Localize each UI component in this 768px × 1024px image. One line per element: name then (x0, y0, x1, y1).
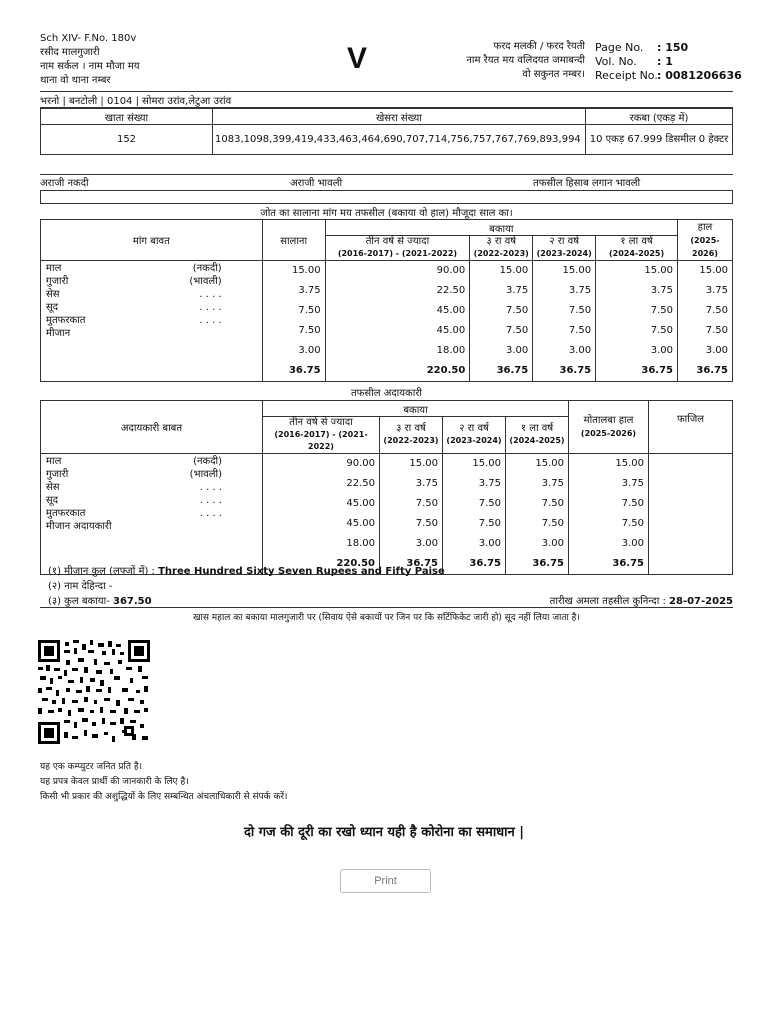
header-left (40, 32, 140, 88)
sub-header: २ रा वर्ष (2023-2024) (443, 417, 506, 454)
demand-title: जोत का सालाना मांग मय तफसील (बकाया वो हाल) मौजूदा साल का। (260, 208, 513, 219)
vol-value: : 1 (657, 55, 673, 68)
demand-item-header: मांग बावत (41, 220, 263, 261)
sub-header: ३ रा वर्ष (2022-2023) (380, 417, 443, 454)
total-value: 367.50 (113, 596, 152, 607)
land-table (40, 108, 733, 155)
khata-value: 152 (41, 125, 213, 155)
current-year: (2025-2026) (690, 235, 720, 258)
version-mark: V (347, 42, 368, 75)
payment-col-3plus: 90.00 22.50 45.00 45.00 18.00 220.50 (263, 454, 380, 575)
notice: खास महाल का बकाया मालगुजारी पर (सिवाय ऐसे बकायों पर जिन पर कि सर्टिफिकेट जारी हो) सूद नहीं लिया जाता है। (193, 613, 580, 623)
khesra-header: खेसरा संख्या (213, 109, 586, 125)
demand-col-annual: 15.00 3.75 7.50 7.50 3.00 36.75 (262, 261, 325, 382)
date-value: 28-07-2025 (669, 596, 733, 607)
sub-header: १ ला वर्ष (2024-2025) (506, 417, 569, 454)
sub-header: १ ला वर्ष (2024-2025) (596, 236, 678, 261)
words-label: (१) मीजान कुल (लफ्जों में) : (48, 566, 155, 577)
page-label: Page No. (595, 41, 644, 54)
circle-label: नाम सर्कल । नाम मौजा मय (40, 61, 140, 72)
araji-nakdi: अराजी नकदी (40, 178, 89, 189)
sub-header: २ रा वर्ष (2023-2024) (533, 236, 596, 261)
raiyat-label: नाम रैयत मय वलिदयत जमाबन्दी (466, 55, 585, 66)
form-number: Sch XIV- F.No. 180v (40, 33, 137, 44)
demand-annual-header: सालाना (262, 220, 325, 261)
payment-arrears-header: बकाया (263, 401, 569, 417)
demand-col-1st: 15.00 3.75 7.50 7.50 3.00 36.75 (596, 261, 678, 382)
vol-label: Vol. No. (595, 55, 637, 68)
receipt-label: Receipt No. (595, 69, 658, 82)
total-label: (३) कुल बकाया- (48, 596, 110, 607)
thana-label: थाना वो थाना नम्बर (40, 75, 111, 86)
demand-col-2nd: 15.00 3.75 7.50 7.50 3.00 36.75 (533, 261, 596, 382)
demand-col-3rd: 15.00 3.75 7.50 7.50 3.00 36.75 (470, 261, 533, 382)
payment-col-3rd: 15.00 3.75 7.50 7.50 3.00 36.75 (380, 454, 443, 575)
note-line: किसी भी प्रकार की अशुद्धियों के लिए सम्बन्धित अंचलाधिकारी से संपर्क करें। (40, 792, 288, 802)
sub-header: तीन वर्ष से ज्यादा (2016-2017) - (2021-2022) (263, 417, 380, 454)
khata-header: खाता संख्या (41, 109, 213, 125)
sub-header: ३ रा वर्ष (2022-2023) (470, 236, 533, 261)
demand-arrears-header: बकाया (325, 220, 677, 236)
current-year: (2025-2026) (580, 429, 637, 438)
payment-col-excess (649, 454, 733, 575)
araji-bhavli: अराजी भावली (290, 178, 343, 189)
current-label: मोतालबा हाल (583, 415, 634, 426)
demand-col-current: 15.00 3.75 7.50 7.50 3.00 36.75 (678, 261, 733, 382)
location-line: भरनो | बनटोली | 0104 | सोमरा उरांव,लेटुआ उरांव (40, 96, 232, 107)
summary-line-1 (48, 563, 445, 577)
current-label: हाल (697, 221, 713, 233)
payment-col-current: 15.00 3.75 7.50 7.50 3.00 36.75 (569, 454, 649, 575)
khesra-value: 1083,1098,399,419,433,463,464,690,707,714,756,757,767,769,893,994 (213, 125, 586, 155)
divider (40, 607, 733, 608)
qr-code-icon (38, 640, 150, 744)
demand-current-header (678, 220, 733, 261)
demand-table (40, 219, 733, 382)
qr-code (38, 640, 150, 744)
receipt-title: रसीद मालगुजारी (40, 47, 100, 58)
words-value: Three Hundred Sixty Seven Rupees and Fifty Paise (158, 566, 445, 577)
tafsil-bhavli: तफसील हिसाब लगान भावली (533, 178, 641, 189)
receipt-value: : 0081206636 (657, 69, 742, 82)
divider (40, 91, 733, 92)
footer-notes (40, 760, 287, 805)
demand-items: माल (नकदी) गुजारी (भावली) सेस . . . . सूद . . . . मुतफरकात . . . . मीजान (41, 261, 263, 382)
demand-col-3plus: 90.00 22.50 45.00 45.00 18.00 220.50 (325, 261, 470, 382)
date-line (550, 593, 733, 607)
payment-excess-header: फाजिल (649, 401, 733, 454)
summary-line-3 (48, 593, 152, 607)
note-line: यह प्रपत्र केवल प्रार्थी की जानकारी के लिए है। (40, 777, 189, 787)
rakba-header: रकबा (एकड़ में) (586, 109, 733, 125)
page-value: : 150 (657, 41, 689, 54)
payment-title: तफसील अदायकारी (350, 388, 422, 399)
payment-col-2nd: 15.00 3.75 7.50 7.50 3.00 36.75 (443, 454, 506, 575)
date-label: तारीख अमला तहसील कुनिन्दा : (549, 596, 666, 607)
sakunat-label: वो सकुनत नम्बर। (522, 69, 585, 80)
payment-table (40, 400, 733, 575)
payment-current-header (569, 401, 649, 454)
payment-item-header: अदायकारी बाबत (41, 401, 263, 454)
summary-line-2: (२) नाम देहिन्दा - (48, 581, 113, 592)
sub-header: तीन वर्ष से ज्यादा (2016-2017) - (2021-2022) (325, 236, 470, 261)
payment-col-1st: 15.00 3.75 7.50 7.50 3.00 36.75 (506, 454, 569, 575)
print-button[interactable]: Print (340, 869, 431, 893)
header-right (595, 41, 742, 83)
fard-label: फरद मलकी / फरद रैयती (493, 41, 585, 52)
rakba-value: 10 एकड़ 67.999 डिसमील 0 हेक्टर (586, 125, 733, 155)
payment-items: माल (नकदी) गुजारी (भावली) सेस . . . . सूद . . . . मुतफरकात . . . . मीजान अदायकारी (41, 454, 263, 575)
note-line: यह एक कम्प्युटर जनित प्रति है। (40, 762, 143, 772)
empty-row (40, 190, 733, 204)
header-middle (430, 40, 585, 82)
slogan: दो गज की दूरी का रखो ध्यान यही है कोरोना का समाधान | (243, 825, 525, 840)
